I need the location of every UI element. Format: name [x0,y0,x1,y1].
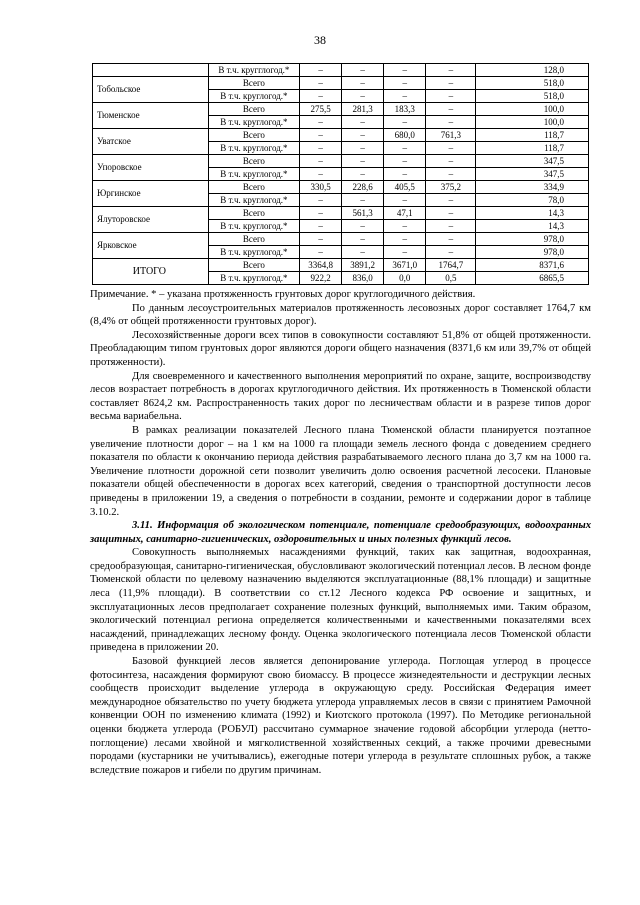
value-cell: – [384,233,426,246]
total-cell: 518,0 [476,77,589,90]
value-cell: 275,5 [300,103,342,116]
total-cell: 6865,5 [476,272,589,285]
value-cell: 0,5 [426,272,476,285]
table-row [93,181,589,194]
value-cell: – [384,168,426,181]
row-type-cell: Всего [208,233,299,246]
value-cell: 0,0 [384,272,426,285]
value-cell: – [426,246,476,259]
value-cell: – [300,90,342,103]
value-cell: – [342,90,384,103]
table-row [93,155,589,168]
value-cell: – [300,194,342,207]
value-cell: 47,1 [384,207,426,220]
value-cell: – [300,220,342,233]
total-cell: 118,7 [476,129,589,142]
value-cell: – [384,246,426,259]
region-cell: Ялуторовское [93,207,209,233]
value-cell: – [300,64,342,77]
value-cell: – [426,155,476,168]
value-cell: 405,5 [384,181,426,194]
total-cell: 518,0 [476,90,589,103]
total-cell: 78,0 [476,194,589,207]
value-cell: 836,0 [342,272,384,285]
value-cell: 561,3 [342,207,384,220]
value-cell: – [426,103,476,116]
value-cell: – [300,116,342,129]
value-cell: – [342,64,384,77]
value-cell: – [300,142,342,155]
value-cell: – [426,207,476,220]
row-type-cell: Всего [208,181,299,194]
row-type-cell: В т.ч. круглогод.* [208,220,299,233]
value-cell: 680,0 [384,129,426,142]
value-cell: – [426,77,476,90]
value-cell: – [342,77,384,90]
value-cell: – [342,155,384,168]
total-cell: 347,5 [476,155,589,168]
value-cell: – [300,155,342,168]
total-cell: 347,5 [476,168,589,181]
value-cell: – [342,220,384,233]
value-cell: – [300,233,342,246]
value-cell: – [300,168,342,181]
region-cell [93,64,209,77]
value-cell: 228,6 [342,181,384,194]
value-cell: – [384,220,426,233]
paragraph: Для своевременного и качественного выполнения мероприятий по охране, защите, воспроизводству лесов возрастает потребность в дорогах круглогодичного действия. Их протяженность в Тюменской области составляет 8624,2 км. Распространенность таких дорог по лесничествам области и в разрезе типов дорог весьма вариабельна. [90,370,591,423]
value-cell: – [384,77,426,90]
value-cell: – [300,129,342,142]
value-cell: 3671,0 [384,259,426,272]
region-cell: Уватское [93,129,209,155]
row-type-cell: В т.ч. круглогод.* [208,246,299,259]
table-row [93,207,589,220]
total-cell: 8371,6 [476,259,589,272]
value-cell: – [384,116,426,129]
total-cell: 100,0 [476,103,589,116]
region-cell: ИТОГО [93,259,209,285]
region-cell: Тобольское [93,77,209,103]
value-cell: – [300,207,342,220]
value-cell: – [342,233,384,246]
value-cell: – [342,142,384,155]
value-cell: – [426,168,476,181]
total-cell: 118,7 [476,142,589,155]
value-cell: – [426,220,476,233]
table-row [93,129,589,142]
value-cell: 330,5 [300,181,342,194]
value-cell: – [384,64,426,77]
total-cell: 128,0 [476,64,589,77]
table-row [93,233,589,246]
value-cell: – [426,90,476,103]
paragraph: Лесохозяйственные дороги всех типов в совокупности составляют 51,8% от общей протяженности. Преобладающим типом грунтовых дорог являются дороги общего назначения (8371,6 км или 39,7% от общей протяженности). [90,329,591,368]
table-row [93,64,589,77]
paragraph: Базовой функцией лесов является депонирование углерода. Поглощая углерод в процессе фотосинтеза, насаждения формируют свою биомассу. В процессе жизнедеятельности и деструкции лесных сообществ происходит выделение углерода в окружающую среду. Российская Федерация имеет международное обязательство по учету бюджета углерода управляемых лесов в связи с принятием Рамочной конвенции ООН по изменению климата (1992) и Киотского протокола (1997). По Методике региональной оценки бюджета углерода (РОБУЛ) рассчитано суммарное значение годовой абсорбции углерода (нетто-поглощение) лесами хвойной и мягколиственной хозяйственных секций, а также прочими древесными породами (кустарники не учитывались), ежегодные потери углерода в результате сплошных рубок, а также вследствие пожаров и гибели по другим причинам. [90,656,591,776]
value-cell: – [384,142,426,155]
value-cell: – [426,142,476,155]
value-cell: – [426,64,476,77]
value-cell: – [384,155,426,168]
value-cell: – [300,77,342,90]
row-type-cell: Всего [208,259,299,272]
value-cell: 3364,8 [300,259,342,272]
value-cell: 281,3 [342,103,384,116]
table-row [93,103,589,116]
paragraph: В рамках реализации показателей Лесного плана Тюменской области планируется поэтапное увеличение плотности дорог – на 1 км на 1000 га площади земель лесного фонда с доведением среднего показателя по области к окончанию периода действия разрабатываемого лесного плана до 3,7 км на 1000 га. Увеличение плотности дорожной сети позволит увеличить долю освоения расчетной лесосеки. Плановые показатели общей обеспеченности в дорогах всех категорий, сведения о транспортной доступности лесов приведены в приложении 19, а сведения о потребности в создании, ремонте и содержании дорог в таблице 3.10.2. [90,424,591,518]
region-cell: Упоровское [93,155,209,181]
row-type-cell: Всего [208,77,299,90]
row-type-cell: В т.ч. круглогод.* [208,194,299,207]
value-cell: 3891,2 [342,259,384,272]
total-cell: 14,3 [476,220,589,233]
row-type-cell: В т.ч. круглогод.* [208,272,299,285]
total-cell: 978,0 [476,233,589,246]
row-type-cell: В т.ч. круглогод.* [208,116,299,129]
row-type-cell: Всего [208,103,299,116]
table-row [93,77,589,90]
value-cell: – [342,116,384,129]
value-cell: 375,2 [426,181,476,194]
value-cell: – [342,168,384,181]
total-cell: 334,9 [476,181,589,194]
row-type-cell: Всего [208,129,299,142]
row-type-cell: Всего [208,155,299,168]
row-type-cell: В т.ч. кругглогод.* [208,64,299,77]
total-cell: 100,0 [476,116,589,129]
row-type-cell: Всего [208,207,299,220]
row-type-cell: В т.ч. круглогод.* [208,90,299,103]
region-cell: Тюменское [93,103,209,129]
section-heading: 3.11. Информация об экологическом потенциале, потенциале средообразующих, водоохранных защитных, санитарно-гигиенических, оздоровительных и иных полезных функций лесов. [90,520,591,545]
table-row [93,259,589,272]
paragraph: Совокупность выполняемых насаждениями функций, таких как защитная, водоохранная, средообразующая, санитарно-гигиеническая, обусловливают экологический потенциал лесов. В лесном фонде Тюменской области по целевому назначению выделяются эксплуатационные (88,1% площади) и защитные леса (11,9% площади). В соответствии со ст.12 Лесного кодекса РФ освоение и защитных, и эксплуатационных лесов предполагает сохранение полезных функций, выполняемых ими. Таким образом, экологический потенциал региона определяется количественными и качественными показателями всех насаждений, принадлежащих лесному фонду. Оценка экологического потенциала лесов Тюменской области приведена в приложении 20. [90,547,591,654]
value-cell: – [384,90,426,103]
value-cell: – [342,194,384,207]
value-cell: – [342,129,384,142]
value-cell: – [342,246,384,259]
value-cell: 183,3 [384,103,426,116]
table-note: Примечание. * – указана протяженность грунтовых дорог круглогодичного действия. [90,289,476,300]
value-cell: 922,2 [300,272,342,285]
value-cell: – [426,116,476,129]
paragraph: По данным лесоустроительных материалов протяженность лесовозных дорог составляет 1764,7 км (8,4% от общей протяженности грунтовых дорог). [90,302,591,328]
value-cell: – [300,246,342,259]
value-cell: – [426,233,476,246]
roads-table [92,63,589,285]
total-cell: 14,3 [476,207,589,220]
region-cell: Ярковское [93,233,209,259]
value-cell: 761,3 [426,129,476,142]
total-cell: 978,0 [476,246,589,259]
value-cell: 1764,7 [426,259,476,272]
page-number: 38 [314,33,326,47]
value-cell: – [426,194,476,207]
value-cell: – [384,194,426,207]
region-cell: Юргинское [93,181,209,207]
row-type-cell: В т.ч. круглогод.* [208,142,299,155]
row-type-cell: В т.ч. круглогод.* [208,168,299,181]
body-text [90,288,591,777]
